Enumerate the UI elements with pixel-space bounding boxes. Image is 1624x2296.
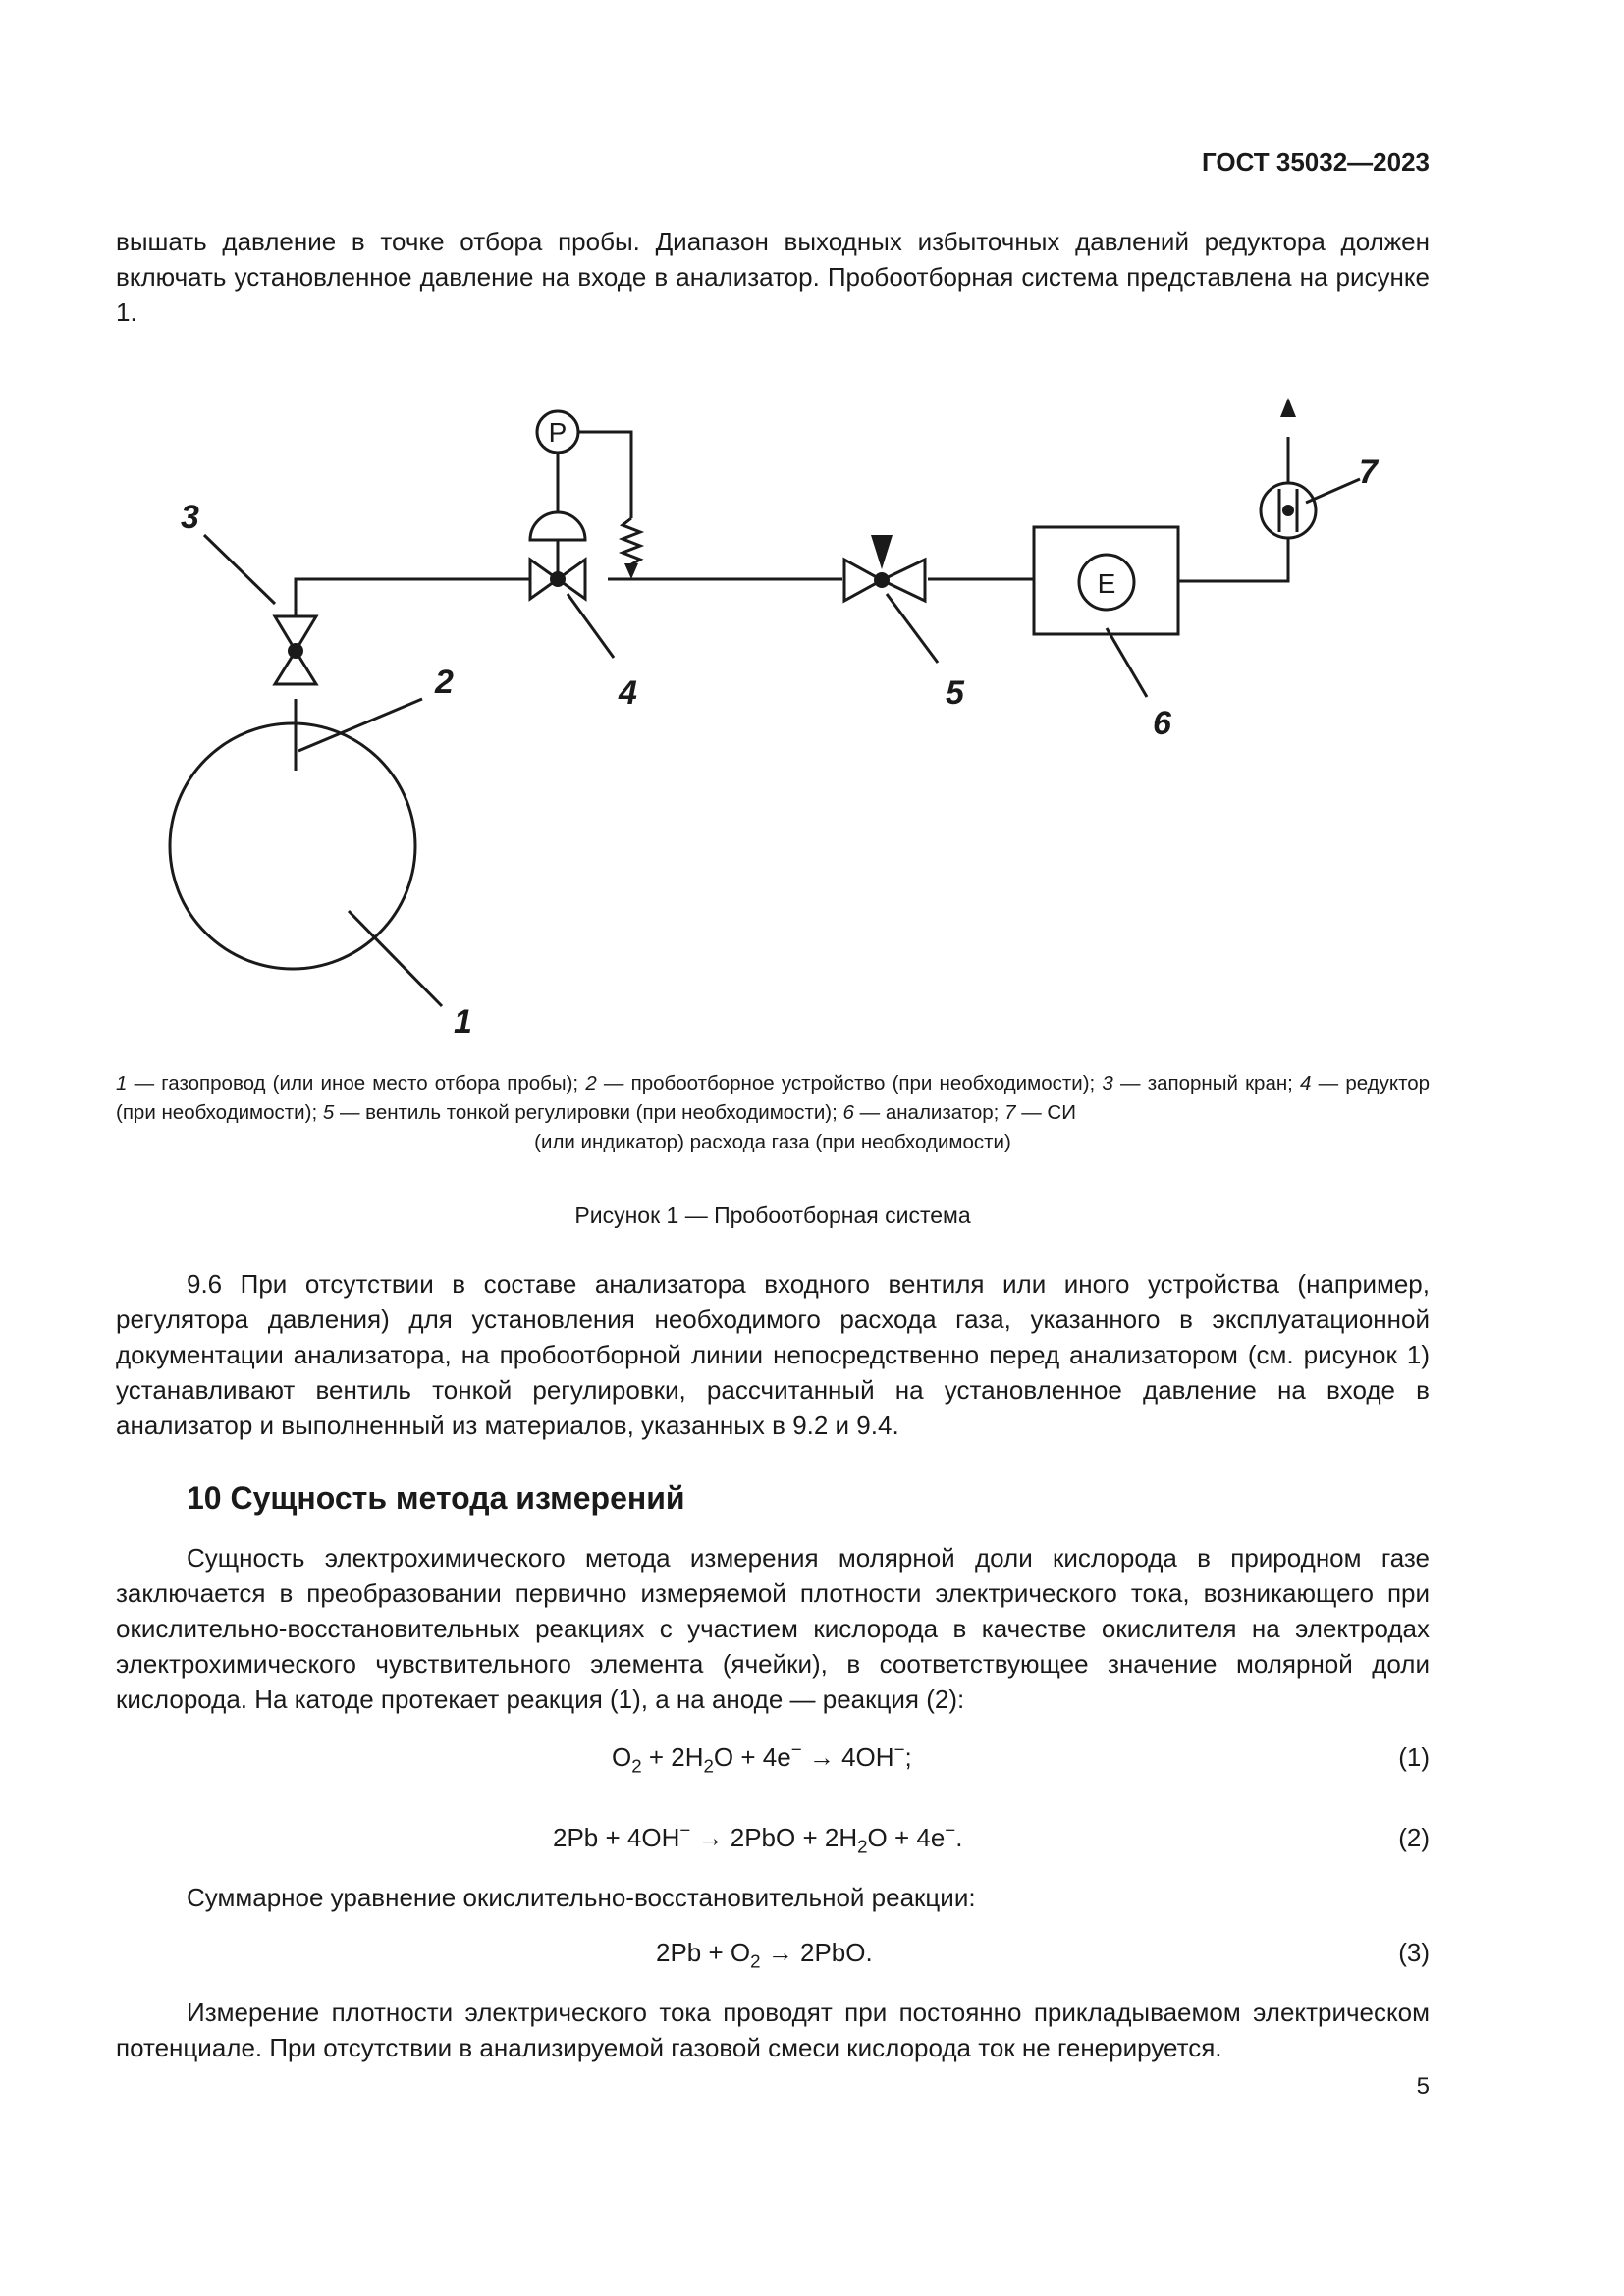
label-p: P (548, 417, 568, 448)
equation-3-number: (3) (1398, 1938, 1430, 1967)
paragraph-9-6: 9.6 При отсутствии в составе анализатора входного вентиля или иного устройства (например, регулятора давления) для установления необходимого расхода газа, указанного в эксплуатационной документации анализатора, на пробоотборной линии непосредственно перед анализатором (см. рисунок 1) устанавливают вентиль тонкой регулировки, рассчитанный на установленное давление на входе в анализатор и выполненный из материалов, указанных в 9.2 и 9.4. (116, 1269, 1430, 1440)
label-2: 2 (435, 664, 454, 701)
figure-title: Рисунок 1 — Пробоотборная система (574, 1202, 971, 1228)
section-10-paragraph-3: Измерение плотности электрического тока проводят при постоянно прикладываемом электрическом потенциале. При отсутствии в анализируемой газовой смеси кислорода ток не генерируется. (116, 1998, 1430, 2062)
label-e: E (1097, 568, 1116, 599)
page-number: 5 (1416, 2073, 1430, 2100)
equation-1-number: (1) (1398, 1742, 1430, 1772)
equation-3: $2Pb + O_2 \to 2PbO$. (656, 1938, 873, 1972)
pipeline-circle (170, 723, 415, 969)
equation-2-number: (2) (1398, 1823, 1430, 1852)
label-5: 5 (946, 674, 964, 712)
equation-1: $O_2 + 2H_2O + 4e^- \to 4OH^-$; (612, 1738, 912, 1777)
label-3: 3 (181, 499, 199, 536)
equation-2: $2Pb + 4OH^- \to 2PbO + 2H_2O + 4e^-$. (553, 1819, 963, 1857)
sampling-system-diagram (0, 373, 1624, 1060)
section-10-paragraph-2: Суммарное уравнение окислительно-восстановительной реакции: (187, 1883, 976, 1912)
label-7: 7 (1359, 454, 1378, 491)
label-6: 6 (1153, 705, 1171, 742)
section-10-heading: 10 Сущность метода измерений (187, 1480, 685, 1516)
label-1: 1 (454, 1003, 472, 1041)
section-10-paragraph-1: Сущность электрохимического метода измерения молярной доли кислорода в природном газе заключается в преобразовании первично измеряемой плотности электрического тока, возникающего при окислительно-восстановительных реакциях с участием кислорода в качестве окислителя на электродах электрохимического чувствительного элемента (ячейки), в соответствующее значение молярной доли кислорода. На катоде протекает реакция (1), а на аноде — реакция (2): (116, 1543, 1430, 1714)
intro-paragraph: вышать давление в точке отбора пробы. Диапазон выходных избыточных давлений редуктора должен включать установленное давление на входе в анализатор. Пробоотборная система представлена на рисунке 1. (116, 227, 1430, 327)
label-4: 4 (619, 674, 637, 712)
figure-legend: 1 — газопровод (или иное место отбора пробы); 2 — пробоотборное устройство (при необходимости); 3 — запорный кран; 4 — редуктор (при необходимости); 5 — вентиль тонкой регулировки (при необходимости); 6 — анализатор; 7 — СИ (или индикатор) расхода газа (при необходимости) (116, 1072, 1431, 1153)
document-code: ГОСТ 35032—2023 (1202, 147, 1430, 177)
